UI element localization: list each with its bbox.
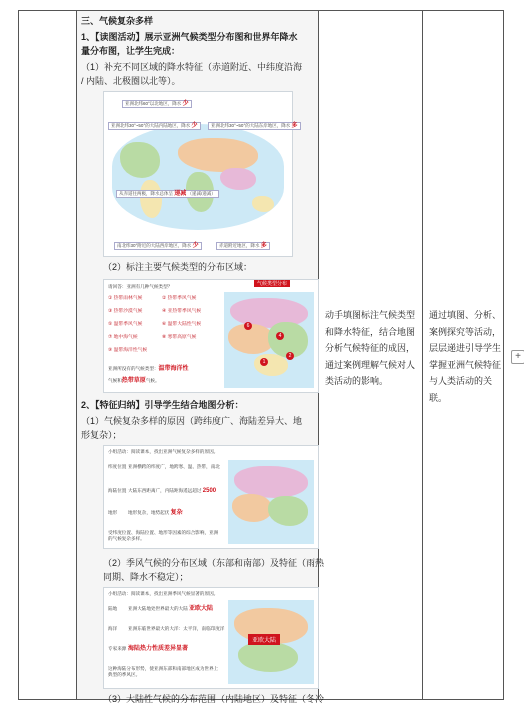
climate-note-2: 气候和热带草原气候。 [108, 378, 160, 384]
precipitation-map-figure [103, 91, 298, 257]
climate-question: 请回答：亚洲有几种气候类型？ [108, 284, 173, 289]
callout-trend: 从赤道往两极，降水总体呈 递减 （递减/递减） [116, 190, 219, 198]
climate-note-1: 亚洲所没有的气候类型：温带海洋性 [108, 366, 189, 372]
callout-equator: 赤道附近地区，降水 多 [216, 242, 270, 250]
monsoon-row-1-label: 陆地 [108, 606, 118, 611]
reason-row-3-text: 地形复杂，地势起伏 复杂 [128, 510, 183, 516]
climate-option-9: ⑨ 温带海洋性气候 [108, 348, 148, 353]
reason-row-3-label: 地形 [108, 510, 118, 515]
reason-row-2-text: 大陆东西距离广，内陆距海遥远超过 2500 [128, 488, 217, 494]
asia-terrain-map [228, 460, 314, 544]
climate-reason-figure [103, 445, 319, 549]
monsoon-row-3-answer: 海陆热力性质差异显著 [128, 646, 189, 652]
design-intent-text: 通过填图、分析、案例探究等活动，层层递进引导学生掌握亚洲气候特征与人类活动的关联。 [429, 310, 502, 403]
monsoon-header: 小组活动：阅读课本，找出亚洲季风气候显著的原因。 [108, 591, 219, 596]
task4-line2: 同期、降水不稳定）； [103, 572, 189, 582]
task4-line1: （2）季风气候的分布区域（东部和南部）及特征（雨热 [103, 558, 325, 568]
reason-header: 小组活动：阅读课本，找出亚洲气候复杂多样的原因。 [108, 449, 219, 454]
task1-line2: / 内陆、北极圈以北等）。 [81, 76, 181, 86]
asia-climate-map: 6 4 1 2 [224, 292, 314, 388]
monsoon-row-2-label: 海洋 [108, 626, 118, 631]
reason-row-1-text: 亚洲横跨的纬度广，地跨寒、温、热带，南北 [128, 464, 220, 469]
reason-row-1-label: 纬度位置 [108, 464, 127, 469]
eurasia-label: 亚欧大陆 [248, 634, 280, 645]
task1-line1: （1）补充不同区域的降水特征（赤道附近、中纬度沿海 [81, 62, 303, 72]
reason-summary: 受纬度位置、海陆位置、地形等因素的综合影响，亚洲的气候复杂多样。 [108, 530, 219, 541]
design-intent-column [423, 11, 505, 699]
climate-option-3: ③ 热带沙漠气候 [108, 309, 143, 314]
teaching-content-column [76, 11, 325, 704]
task3-line1: （1）气候复杂多样的原因（跨纬度广、海陆差异大、地 [81, 416, 303, 426]
task5-text: （3）大陆性气候的分布范围（内陆地区）及特征（冬冷 [103, 694, 325, 704]
climate-option-4: ④ 亚热带季风气候 [162, 309, 202, 314]
climate-option-2: ② 热带季风气候 [162, 296, 197, 301]
monsoon-row-1-text: 亚洲大陆地处世界最大的大陆 亚欧大陆 [128, 606, 214, 612]
climate-option-1: ① 热带雨林气候 [108, 296, 143, 301]
world-map [112, 124, 284, 230]
climate-option-7: ⑦ 地中海气候 [108, 335, 138, 340]
callout-east-coast: 亚洲北纬30°~50°的大陆东岸地区，降水 多 [208, 122, 301, 130]
task2-text: （2）标注主要气候类型的分布区域： [103, 262, 253, 272]
climate-types-figure [103, 279, 319, 393]
activity1-line1: 1、【读图活动】展示亚洲气候类型分布图和世界年降水 [81, 32, 298, 42]
activity1-line2: 量分布图，让学生完成： [81, 46, 181, 56]
climate-option-6: ⑥ 温带大陆性气候 [162, 322, 202, 327]
expand-plus-icon[interactable]: + [511, 350, 524, 364]
callout-west-coast: 南北纬30°附近的大陆西岸地区，降水 少 [114, 242, 202, 250]
callout-north-arctic: 亚洲北纬60°以北地区，降水 少 [122, 100, 192, 108]
student-activity-text: 动手填图标注气候类型和降水特征，结合地图分析气候特征的成因，通过案例理解气候对人类活动的影响。 [325, 310, 416, 386]
lesson-table [18, 10, 504, 704]
monsoon-row-3-label: 专家来源 [108, 646, 127, 651]
climate-map-stamp: 气候类型分布 [254, 280, 290, 287]
student-activity-column [319, 11, 423, 699]
climate-option-5: ⑤ 温带季风气候 [108, 322, 143, 327]
section-title: 三、气候复杂多样 [81, 16, 154, 26]
callout-inland: 亚洲北纬30°~50°的大陆内陆地区，降水 少 [108, 122, 201, 130]
asia-monsoon-map [228, 600, 314, 684]
task3-line2: 形复杂）； [81, 430, 122, 440]
climate-option-8: ⑧ 寒带高原气候 [162, 335, 197, 340]
monsoon-figure [103, 587, 319, 689]
monsoon-row-2-text: 亚洲东临世界最大的大洋：太平洋，南临印度洋 [128, 626, 225, 631]
reason-row-2-label: 海陆位置 [108, 488, 127, 493]
activity2-text: 2、【特征归纳】引导学生结合地图分析： [81, 400, 244, 410]
monsoon-summary: 这种海陆分布形势，使亚洲东部和南部地区成为世界上典型的季风区。 [108, 666, 219, 677]
